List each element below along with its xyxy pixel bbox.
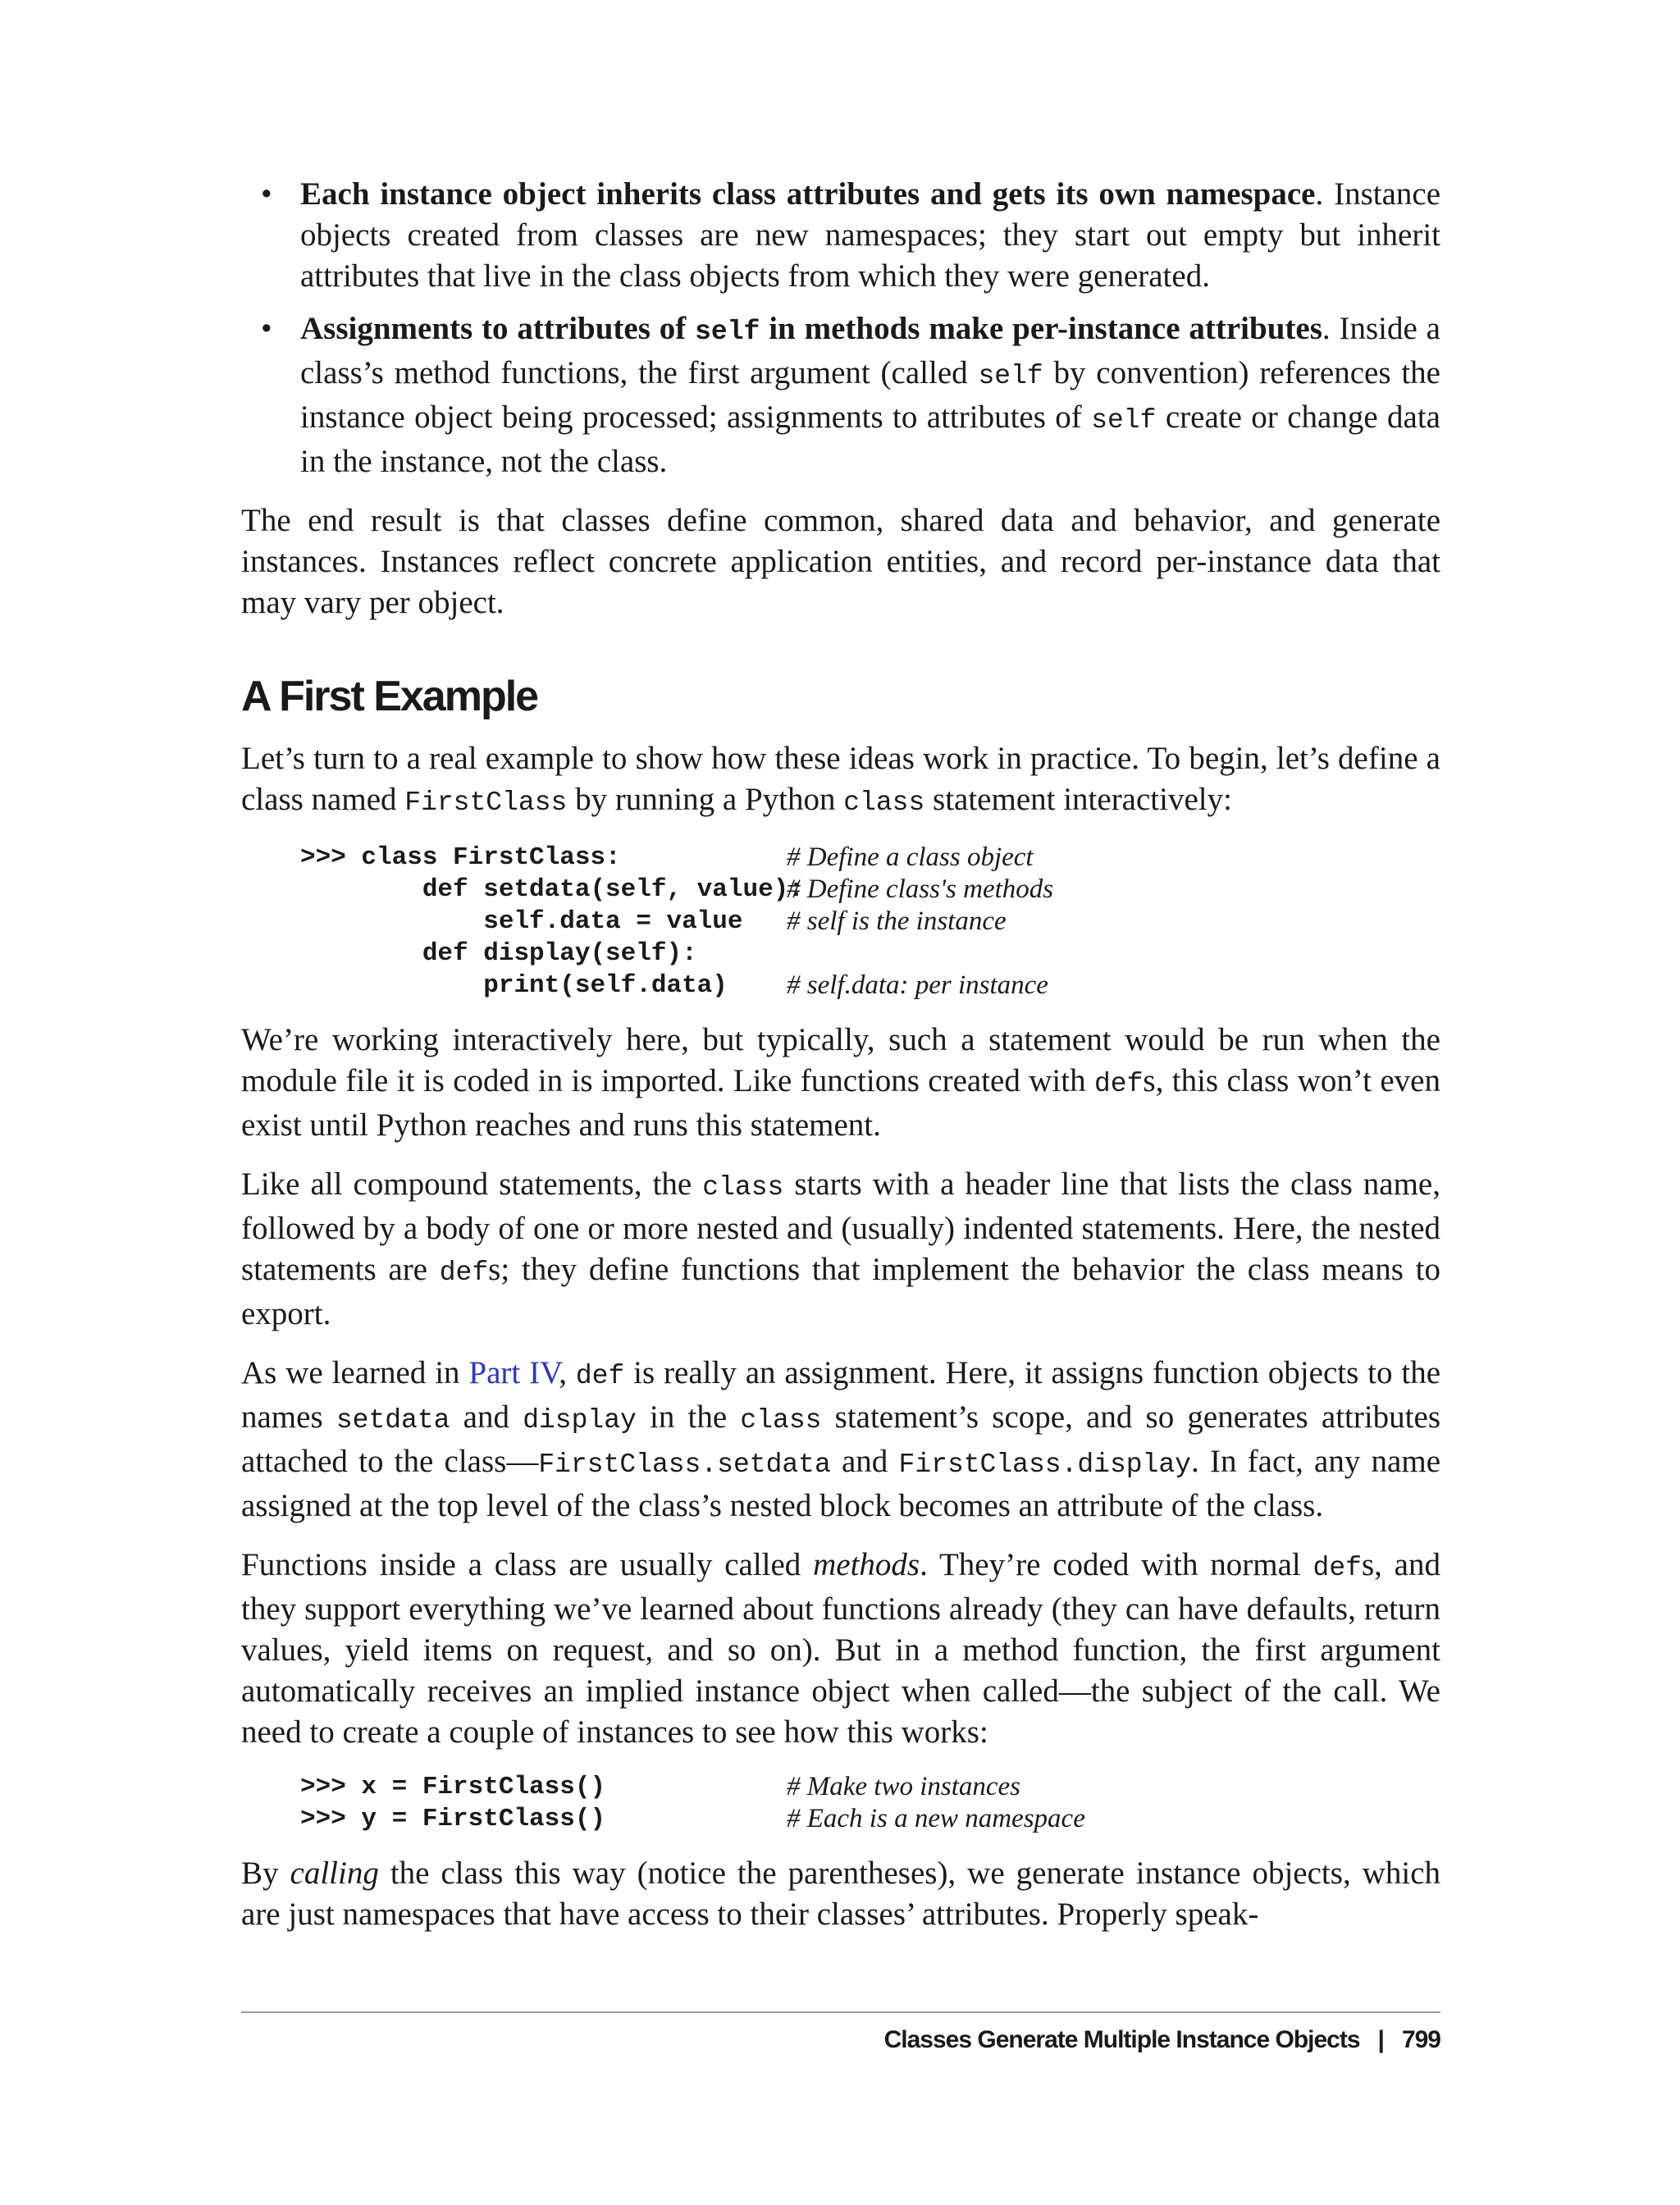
bullet-icon: • bbox=[261, 311, 272, 346]
footer-separator: | bbox=[1377, 2026, 1384, 2053]
inline-code: class bbox=[702, 1172, 784, 1203]
section-heading: A First Example bbox=[241, 673, 538, 720]
paragraph-compound bbox=[241, 1164, 1440, 1335]
code-source: >>> y = FirstClass() bbox=[300, 1805, 606, 1833]
paragraph-intro bbox=[241, 738, 1440, 824]
code-comment: # Define class's methods bbox=[787, 874, 1054, 904]
text-run: s, this class won’t even exist until Python reaches and runs this statement. bbox=[241, 1063, 1440, 1143]
text-run: Let’s turn to a real example to show how these ideas work in practice. To begin, let’s define a class named bbox=[241, 741, 1440, 817]
code-comment: # self is the instance bbox=[787, 906, 1007, 936]
code-line bbox=[300, 874, 1440, 906]
inline-code: self bbox=[1091, 405, 1157, 436]
text-run: statement interactively: bbox=[924, 782, 1232, 817]
text-run: Like all compound statements, the bbox=[241, 1166, 703, 1202]
paragraph-interactive bbox=[241, 1020, 1440, 1146]
inline-code: class bbox=[843, 788, 925, 818]
page-body bbox=[241, 174, 1440, 1953]
bullet-icon: • bbox=[261, 176, 272, 212]
text-run: is really an assignment. Here, it assigns function objects to the names bbox=[241, 1355, 1441, 1435]
text-run: By bbox=[241, 1856, 290, 1891]
code-line bbox=[300, 842, 1440, 874]
inline-code: def bbox=[575, 1361, 625, 1391]
text-run: starts with a header line that lists the class name, followed by a body of one or more nested and (usually) indented statements. Here, the nested statements are bbox=[241, 1166, 1440, 1287]
code-line bbox=[300, 1771, 1440, 1803]
code-block-class bbox=[300, 842, 1440, 1002]
bullet-item: • Assignments to attributes of self in methods make per-instance attributes. Inside a class’s method functions, the first argument (called self by convention) references the instance object being processed; assignments to attributes of self create or change data in the instance, not the class. bbox=[241, 308, 1440, 482]
inline-code: def bbox=[1312, 1553, 1362, 1583]
code-block-instances bbox=[300, 1771, 1440, 1835]
text-run: by convention) references the instance object being processed; assignments to attributes of bbox=[300, 355, 1440, 435]
page-footer bbox=[241, 2026, 1440, 2054]
text-run: create or change data in the instance, not the class. bbox=[300, 399, 1440, 479]
paragraph-result: The end result is that classes define common, shared data and behavior, and generate instances. Instances reflect concrete application entities, and record per-instance data that may vary per object. bbox=[241, 503, 1440, 620]
paragraph-part-iv bbox=[241, 1353, 1440, 1527]
code-source: def setdata(self, value): bbox=[300, 875, 804, 904]
bullet-lead bbox=[300, 311, 1322, 346]
text-run: . In fact, any name assigned at the top level of the class’s nested block becomes an attribute of the class. bbox=[241, 1444, 1441, 1523]
text-run: As we learned in bbox=[241, 1355, 469, 1390]
code-comment: # Define a class object bbox=[787, 842, 1034, 872]
inline-code: class bbox=[740, 1405, 822, 1436]
bullet-item: • Each instance object inherits class attributes and gets its own namespace. Instance objects created from classes are new namespaces; they start out empty but inherit attributes that live in the class objects from which they were generated. bbox=[241, 174, 1440, 297]
text-run: , bbox=[559, 1355, 576, 1390]
inline-code: display bbox=[523, 1405, 637, 1436]
cross-reference-link[interactable]: Part IV bbox=[468, 1355, 559, 1390]
inline-code: FirstClass.setdata bbox=[538, 1449, 831, 1480]
emphasis: methods bbox=[813, 1547, 920, 1582]
code-source: print(self.data) bbox=[300, 971, 728, 1000]
code-comment: # Each is a new namespace bbox=[787, 1804, 1085, 1833]
code-source: def display(self): bbox=[300, 939, 697, 968]
text-run: Inside a class’s method functions, the first argument (called bbox=[300, 311, 1440, 390]
paragraph-methods bbox=[241, 1545, 1440, 1753]
inline-code: FirstClass.display bbox=[898, 1449, 1191, 1480]
text-run: . They’re coded with normal bbox=[920, 1547, 1313, 1582]
text-run: statement’s scope, and so generates attributes attached to the class— bbox=[241, 1399, 1441, 1479]
text-run: and bbox=[830, 1444, 899, 1479]
text-run: in methods make per-instance attributes bbox=[760, 311, 1322, 346]
footer-divider bbox=[241, 2011, 1440, 2013]
bullet-lead: Each instance object inherits class attributes and gets its own namespace bbox=[300, 176, 1316, 212]
text-run: and bbox=[450, 1399, 523, 1435]
inline-code: setdata bbox=[336, 1405, 450, 1436]
running-title: Classes Generate Multiple Instance Objects bbox=[883, 2026, 1360, 2053]
inline-code: def bbox=[1093, 1069, 1144, 1099]
inline-code: self bbox=[978, 361, 1043, 391]
code-comment: # self.data: per instance bbox=[787, 970, 1048, 1000]
text-run: the class this way (notice the parentheses), we generate instance objects, which are just namespaces that have access to their classes’ attributes. Properly speak- bbox=[241, 1856, 1441, 1932]
code-comment: # Make two instances bbox=[787, 1772, 1021, 1801]
text-run: s, and they support everything we’ve learned about functions already (they can have defaults, return values, yield items on request, and so on). But in a method function, the first argument automatically receives an implied instance object when called—the subject of the call. We need to create a couple of instances to see how this works: bbox=[241, 1547, 1440, 1750]
code-line bbox=[300, 1803, 1440, 1835]
page-number: 799 bbox=[1401, 2026, 1440, 2053]
inline-code: self bbox=[695, 317, 760, 347]
bullet-list bbox=[241, 174, 1440, 482]
code-source: self.data = value bbox=[300, 907, 743, 936]
text-run: Functions inside a class are usually called bbox=[241, 1547, 814, 1582]
code-line bbox=[300, 906, 1440, 938]
code-line bbox=[300, 938, 1440, 970]
paragraph-calling bbox=[241, 1853, 1440, 1935]
code-line bbox=[300, 970, 1440, 1002]
text-run: by running a Python bbox=[567, 782, 844, 817]
text-run: Instance objects created from classes are new namespaces; they start out empty but inherit attributes that live in the class objects from which they were generated. bbox=[300, 176, 1441, 294]
code-source: >>> x = FirstClass() bbox=[300, 1773, 606, 1801]
emphasis: calling bbox=[290, 1856, 379, 1891]
text-run: Assignments to attributes of bbox=[300, 311, 696, 346]
inline-code: def bbox=[439, 1258, 489, 1288]
text-run: in the bbox=[636, 1399, 741, 1435]
code-source: >>> class FirstClass: bbox=[300, 843, 621, 872]
text-run: s; they define functions that implement the behavior the class means to export. bbox=[241, 1252, 1440, 1331]
text-run: We’re working interactively here, but typically, such a statement would be run when the module file it is coded in is imported. Like functions created with bbox=[241, 1022, 1440, 1098]
inline-code: FirstClass bbox=[404, 788, 568, 818]
